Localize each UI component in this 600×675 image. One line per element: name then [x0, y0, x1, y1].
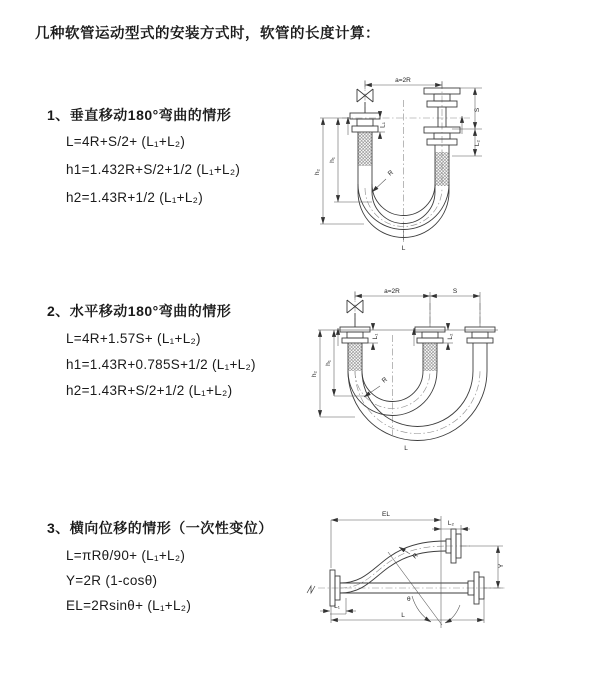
diagram-vertical-180-bend — [312, 72, 582, 262]
dim-label-length: L — [401, 612, 405, 619]
formula-line: L=πRθ/90+ (L₁+L₂) — [66, 548, 186, 563]
centerlines — [318, 546, 505, 588]
dim-label-radius: R — [380, 376, 389, 385]
angle-arc — [412, 596, 431, 622]
section-1 — [47, 105, 231, 125]
hose-braid — [423, 343, 436, 371]
dim-label-radius: R — [411, 552, 420, 561]
dim-label-l2: L₂ — [447, 520, 455, 527]
section-1-heading: 1、垂直移动180°弯曲的情形 — [47, 107, 232, 123]
hose-braid — [435, 152, 448, 186]
section-3-heading: 3、横向位移的情形（一次性变位） — [47, 520, 273, 536]
dim-label-h1: h₁ — [325, 360, 332, 366]
dimension-lines — [320, 292, 480, 417]
dim-label-h2: h₂ — [314, 168, 321, 176]
hose-assembly — [307, 529, 484, 606]
dim-label-l2: L₂ — [474, 139, 481, 147]
dim-label-l2: L₂ — [447, 333, 454, 340]
dim-label-offset: Y — [498, 563, 505, 569]
hose-assembly — [318, 300, 498, 441]
hose-braid — [348, 343, 361, 371]
section-2-formulas — [66, 326, 256, 404]
dim-label-angle: θ — [407, 596, 411, 603]
section-3-formulas — [66, 543, 191, 618]
hose-assembly — [350, 88, 460, 238]
formula-line: h2=1.43R+1/2 (L₁+L₂) — [66, 190, 204, 205]
dim-label-span: a=2R — [395, 77, 411, 84]
diagram-lateral-displacement — [300, 502, 600, 652]
section-1-formulas — [66, 128, 240, 212]
dim-label-el: EL — [382, 511, 390, 518]
formula-line: h1=1.43R+0.785S+1/2 (L₁+L₂) — [66, 357, 256, 372]
dim-label-span: a=2R — [384, 288, 400, 295]
dim-label-length: L — [404, 445, 408, 452]
dim-label-l1: L₁ — [372, 333, 379, 340]
section-3 — [47, 518, 273, 538]
diagram-horizontal-180-bend — [310, 283, 600, 458]
formula-line: L=4R+1.57S+ (L₁+L₂) — [66, 331, 201, 346]
radius-leader — [372, 179, 386, 192]
break-symbol — [307, 586, 315, 593]
dim-label-radius: R — [386, 169, 395, 178]
dim-label-l1: L₁ — [334, 603, 340, 610]
hose-braid — [358, 132, 371, 166]
angle-arc — [445, 605, 460, 623]
dimension-lines — [320, 81, 482, 240]
page-title: 几种软管运动型式的安装方式时，软管的长度计算： — [35, 26, 380, 42]
dim-label-l1: L₁ — [379, 122, 387, 128]
formula-line: Y=2R (1-cosθ) — [66, 573, 158, 588]
formula-line: h2=1.43R+S/2+1/2 (L₁+L₂) — [66, 383, 233, 398]
section-2 — [47, 301, 231, 321]
formula-line: EL=2Rsinθ+ (L₁+L₂) — [66, 598, 192, 613]
section-2-heading: 2、水平移动180°弯曲的情形 — [47, 303, 232, 319]
dim-label-stroke: S — [474, 107, 481, 113]
dim-label-stroke: S — [452, 288, 458, 295]
centerlines — [355, 291, 480, 435]
formula-line: L=4R+S/2+ (L₁+L₂) — [66, 134, 186, 149]
construction-line — [388, 552, 442, 625]
dim-label-h1: h₁ — [329, 157, 336, 163]
dim-label-h2: h₂ — [311, 370, 318, 378]
dim-label-length: L — [401, 245, 406, 252]
formula-line: h1=1.432R+S/2+1/2 (L₁+L₂) — [66, 162, 241, 177]
